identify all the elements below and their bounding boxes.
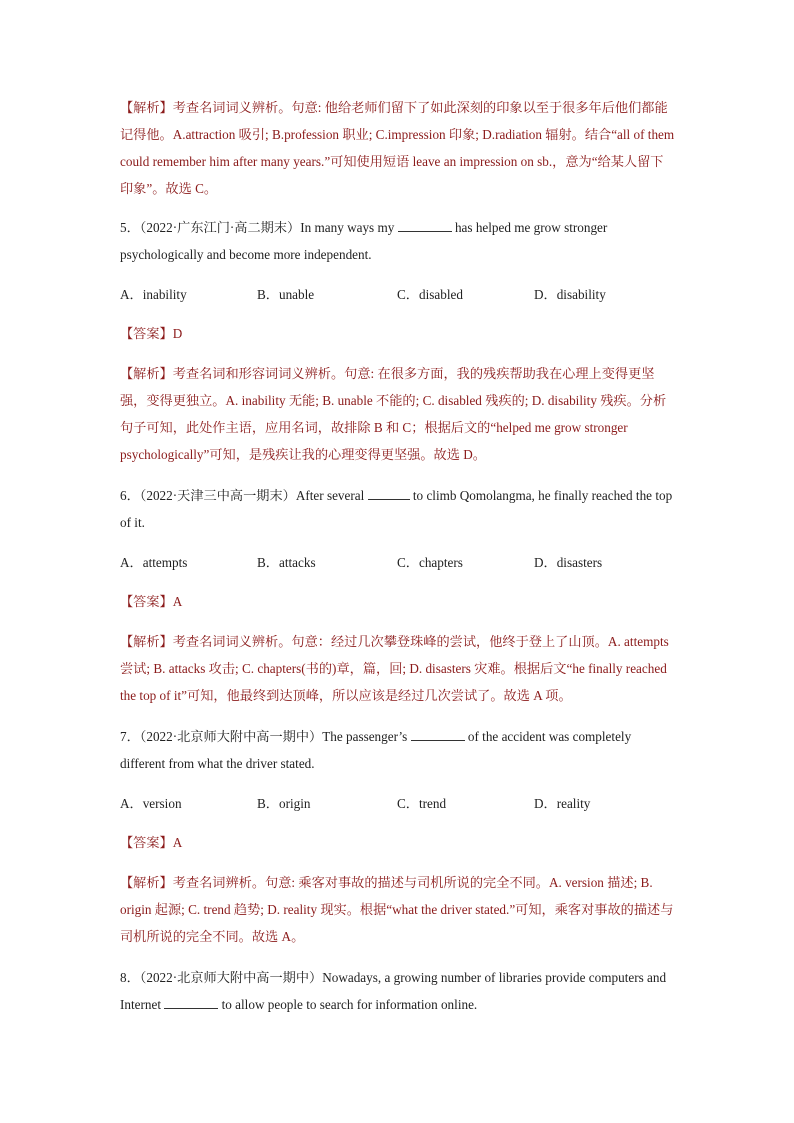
question-stem-end: has helped me grow stronger psychologically and become more independent. — [120, 220, 608, 262]
option-b[interactable]: B．attacks — [257, 555, 316, 570]
question-6-analysis — [120, 628, 676, 709]
analysis-tag: 【解析】 — [120, 366, 173, 381]
analysis-text: 考查名词辨析。句意: 乘客对事故的描述与司机所说的完全不同。A. version 描述; B. origin 起源; C. trend 趋势; D. reality 现实。根据“what the driver stated.”可知，乘客对事故的描述与司机所说的完全不同。故选 A。 — [120, 875, 674, 944]
analysis-tag: 【解析】 — [120, 634, 173, 649]
answer-blank[interactable] — [398, 219, 452, 232]
option-c[interactable]: C．disabled — [397, 287, 463, 302]
question-stem-end: to climb Qomolangma, he finally reached the top of it. — [120, 488, 673, 530]
option-a[interactable]: A．inability — [120, 287, 187, 302]
answer-blank[interactable] — [411, 728, 465, 741]
option-d[interactable]: D．reality — [534, 796, 591, 811]
previous-analysis — [120, 94, 676, 202]
answer-value: A — [172, 835, 183, 850]
question-7-analysis — [120, 869, 676, 950]
answer-tag: 【答案】 — [120, 326, 173, 341]
option-a[interactable]: A．version — [120, 796, 182, 811]
question-6 — [120, 482, 676, 536]
question-7-options — [120, 793, 680, 815]
question-stem-end: of the accident was completely different from what the driver stated. — [120, 729, 632, 771]
answer-blank[interactable] — [368, 487, 410, 500]
option-c[interactable]: C．chapters — [397, 555, 463, 570]
question-6-answer — [120, 588, 676, 615]
option-b[interactable]: B．origin — [257, 796, 311, 811]
option-d[interactable]: D．disasters — [534, 555, 603, 570]
question-5-options — [120, 284, 680, 306]
option-a[interactable]: A．attempts — [120, 555, 188, 570]
analysis-text: 考查名词词义辨析。句意：经过几次攀登珠峰的尝试，他终于登上了山顶。A. attempts 尝试; B. attacks 攻击; C. chapters(书的)章，篇，回; D. disasters 灾难。根据后文“he finally reached the top of it”可知，他最终到达顶峰，所以应该是经过几次尝试了。故选 A 项。 — [120, 634, 669, 703]
analysis-text: 考查名词和形容词词义辨析。句意: 在很多方面，我的残疾帮助我在心理上变得更坚强，变得更独立。A. inability 无能; B. unable 不能的; C. disabled 残疾的; D. disability 残疾。分析句子可知，此处作主语，应用名词，故排除 B 和 C；根据后文的“helped me grow stronger psychologically”可知，是残疾让我的心理变得更坚强。故选 D。 — [120, 366, 667, 462]
answer-tag: 【答案】 — [120, 835, 173, 850]
option-b[interactable]: B．unable — [257, 287, 315, 302]
question-5-answer — [120, 320, 676, 347]
question-stem-start: 7．（2022·北京师大附中高一期中）The passenger’s — [120, 729, 411, 744]
analysis-tag: 【解析】 — [120, 875, 173, 890]
analysis-tag: 【解析】 — [120, 100, 173, 115]
answer-blank[interactable] — [164, 996, 218, 1009]
question-5 — [120, 214, 676, 268]
question-stem-end: to allow people to search for information online. — [218, 997, 478, 1012]
question-stem-start: 8．（2022·北京师大附中高一期中）Nowadays, a growing number of libraries provide computers and Internet — [120, 970, 667, 1012]
question-stem-start: 6．（2022·天津三中高一期末）After several — [120, 488, 368, 503]
answer-value: D — [172, 326, 183, 341]
question-6-options — [120, 552, 680, 574]
question-5-analysis — [120, 360, 676, 468]
question-8 — [120, 964, 676, 1018]
analysis-text: 考查名词词义辨析。句意: 他给老师们留下了如此深刻的印象以至于很多年后他们都能记得他。A.attraction 吸引; B.profession 职业; C.impression 印象; D.radiation 辐射。结合“all of them could remember him after many years.”可知使用短语 leave an impression on sb.，意为“给某人留下印象”。故选 C。 — [120, 100, 675, 196]
answer-value: A — [172, 594, 183, 609]
question-stem-start: 5．（2022·广东江门·高二期末）In many ways my — [120, 220, 398, 235]
answer-tag: 【答案】 — [120, 594, 173, 609]
option-d[interactable]: D．disability — [534, 287, 606, 302]
question-7 — [120, 723, 676, 777]
option-c[interactable]: C．trend — [397, 796, 447, 811]
question-7-answer — [120, 829, 676, 856]
